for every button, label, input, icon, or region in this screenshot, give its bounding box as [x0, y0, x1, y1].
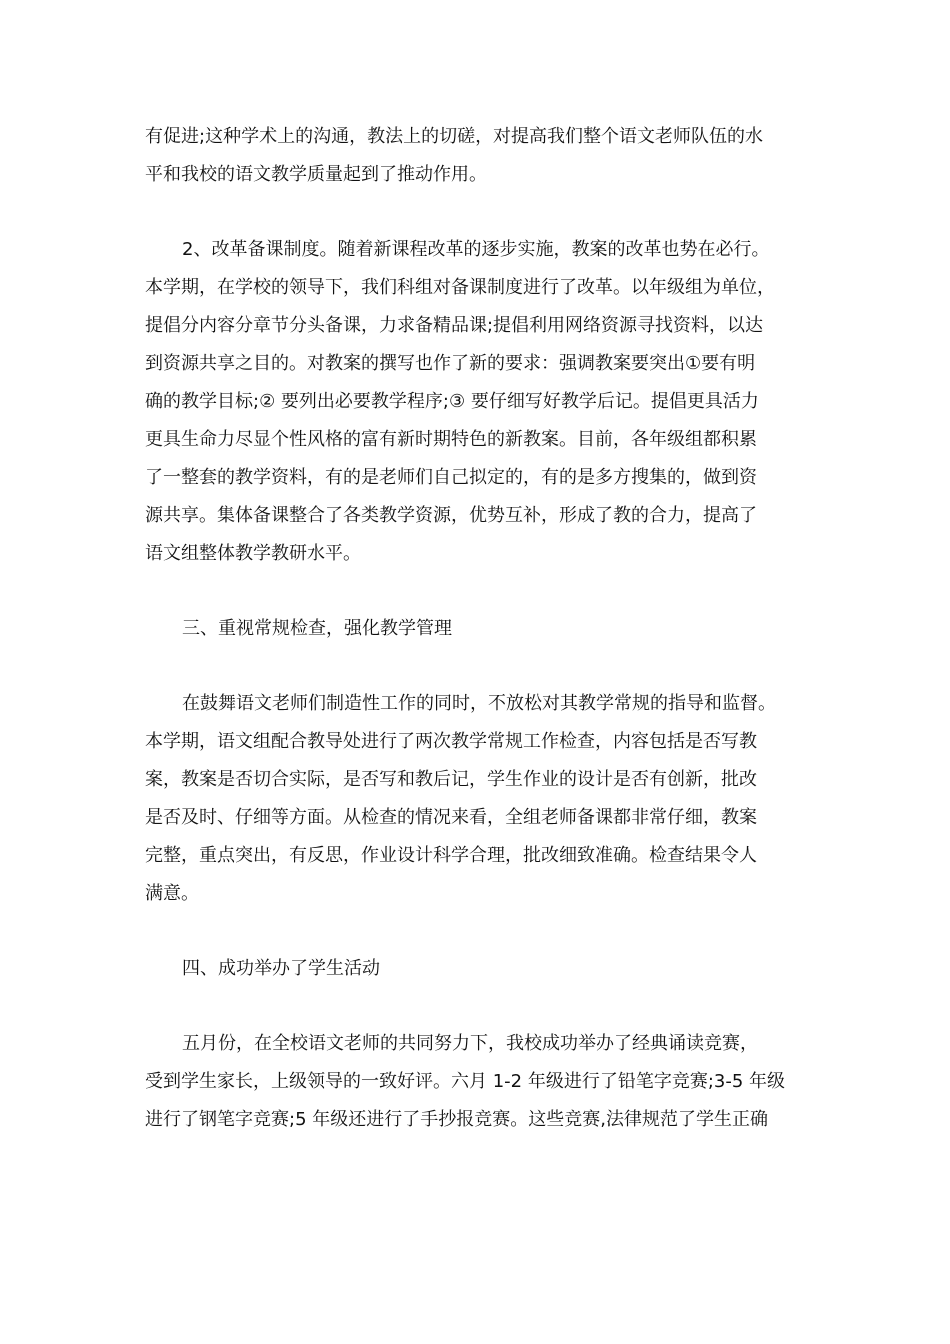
section-heading-4	[145, 950, 807, 988]
text-line: 本学期，在学校的领导下，我们科组对备课制度进行了改革。以年级组为单位，	[145, 277, 775, 298]
text-line: 到资源共享之目的。对教案的撰写也作了新的要求：强调教案要突出①要有明	[145, 353, 756, 374]
text-line: 有促进;这种学术上的沟通，教法上的切磋，对提高我们整个语文老师队伍的水	[145, 126, 764, 147]
text-line: 在鼓舞语文老师们制造性工作的同时，不放松对其教学常规的指导和监督。	[182, 693, 776, 714]
text-line: 是否及时、仔细等方面。从检查的情况来看，全组老师备课都非常仔细，教案	[145, 807, 757, 828]
paragraph-routine-inspection	[145, 685, 807, 913]
text-line: 提倡分内容分章节分头备课，力求备精品课;提倡利用网络资源寻找资料，以达	[145, 315, 764, 336]
paragraph-lesson-prep-reform	[145, 231, 807, 573]
text-line: 完整，重点突出，有反思，作业设计科学合理，批改细致准确。检查结果令人	[145, 845, 757, 866]
text-line: 了一整套的教学资料，有的是老师们自己拟定的，有的是多方搜集的，做到资	[145, 467, 757, 488]
paragraph-continuation	[145, 118, 807, 194]
text-line: 本学期，语文组配合教导处进行了两次教学常规工作检查，内容包括是否写教	[145, 731, 757, 752]
text-line: 进行了钢笔字竞赛;5 年级还进行了手抄报竞赛。这些竞赛,法律规范了学生正确	[145, 1109, 768, 1130]
text-line: 语文组整体教学教研水平。	[145, 543, 361, 564]
text-line: 平和我校的语文教学质量起到了推动作用。	[145, 164, 487, 185]
text-line: 2、改革备课制度。随着新课程改革的逐步实施，教案的改革也势在必行。	[182, 239, 770, 260]
heading-text: 三、重视常规检查，强化教学管理	[182, 618, 452, 639]
text-line: 案，教案是否切合实际，是否写和教后记，学生作业的设计是否有创新，批改	[145, 769, 757, 790]
heading-text: 四、成功举办了学生活动	[182, 958, 380, 979]
section-heading-3	[145, 610, 807, 648]
text-line: 五月份，在全校语文老师的共同努力下，我校成功举办了经典诵读竞赛，	[182, 1033, 758, 1054]
paragraph-student-activities	[145, 1025, 807, 1139]
text-line: 源共享。集体备课整合了各类教学资源，优势互补，形成了教的合力，提高了	[145, 505, 757, 526]
text-line: 更具生命力尽显个性风格的富有新时期特色的新教案。目前，各年级组都积累	[145, 429, 757, 450]
text-line: 受到学生家长，上级领导的一致好评。六月 1-2 年级进行了铅笔字竞赛;3-5 年级	[145, 1071, 786, 1092]
text-line: 确的教学目标;② 要列出必要教学程序;③ 要仔细写好教学后记。提倡更具活力	[145, 391, 759, 412]
document-body	[145, 118, 807, 1139]
text-line: 满意。	[145, 883, 199, 904]
